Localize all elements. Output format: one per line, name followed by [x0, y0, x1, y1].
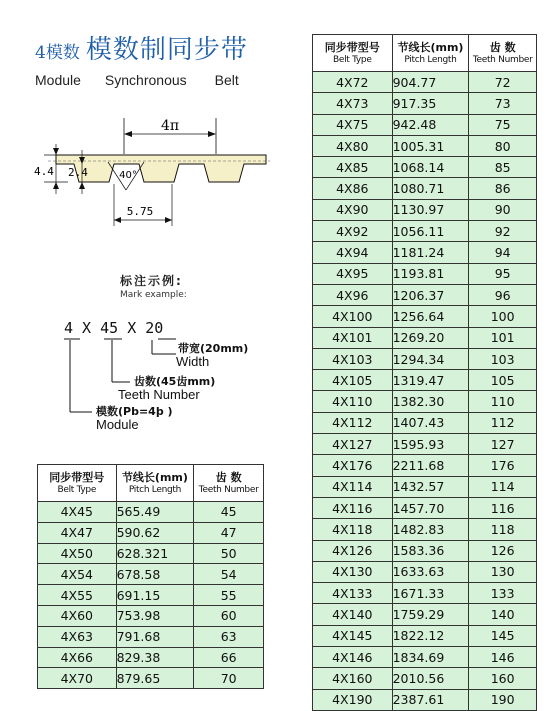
header-pitch-length: 节线长(mm) Pitch Length	[116, 465, 194, 502]
cell-pitch-length: 879.65	[116, 668, 194, 689]
cell-teeth-number: 130	[469, 561, 537, 582]
cell-belt-type: 4X118	[313, 519, 393, 540]
cell-teeth-number: 116	[469, 497, 537, 518]
title-main: 模数制同步带	[85, 35, 248, 65]
header-teeth-number: 齿 数 Teeth Number	[469, 35, 537, 72]
cell-pitch-length: 1181.24	[392, 242, 469, 263]
cell-pitch-length: 691.15	[116, 585, 194, 606]
cell-pitch-length: 1595.93	[392, 434, 469, 455]
example-code: 4 X 45 X 20	[64, 319, 164, 337]
title-prefix: 4模数	[35, 43, 80, 63]
cell-teeth-number: 145	[469, 625, 537, 646]
arrowhead	[53, 182, 59, 189]
cell-teeth-number: 90	[469, 199, 537, 220]
arrowhead	[79, 182, 85, 189]
mark-example-heading-en: Mark example:	[120, 290, 187, 300]
cell-pitch-length: 791.68	[116, 626, 194, 647]
cell-belt-type: 4X103	[313, 348, 393, 369]
cell-teeth-number: 110	[469, 391, 537, 412]
teeth-annotation	[118, 375, 216, 402]
cell-belt-type: 4X72	[313, 72, 393, 93]
cell-belt-type: 4X112	[313, 412, 393, 433]
table-row	[313, 476, 537, 497]
table-row	[38, 626, 264, 647]
cell-teeth-number: 70	[194, 668, 264, 689]
cell-pitch-length: 1671.33	[392, 583, 469, 604]
cell-belt-type: 4X133	[313, 583, 393, 604]
cell-pitch-length: 1583.36	[392, 540, 469, 561]
cell-teeth-number: 85	[469, 157, 537, 178]
cell-pitch-length: 1256.64	[392, 306, 469, 327]
cell-teeth-number: 127	[469, 434, 537, 455]
table-row	[313, 327, 537, 348]
cell-teeth-number: 126	[469, 540, 537, 561]
cell-teeth-number: 94	[469, 242, 537, 263]
cell-teeth-number: 176	[469, 455, 537, 476]
title-block	[35, 35, 285, 88]
table-row	[313, 199, 537, 220]
cell-pitch-length: 1206.37	[392, 284, 469, 305]
cell-teeth-number: 101	[469, 327, 537, 348]
table-row	[38, 543, 264, 564]
cell-belt-type: 4X127	[313, 434, 393, 455]
cell-belt-type: 4X55	[38, 585, 117, 606]
cell-teeth-number: 54	[194, 564, 264, 585]
cell-belt-type: 4X130	[313, 561, 393, 582]
pitch-label: 4π	[160, 118, 180, 134]
cell-belt-type: 4X100	[313, 306, 393, 327]
cell-teeth-number: 63	[194, 626, 264, 647]
cell-teeth-number: 47	[194, 522, 264, 543]
cell-belt-type: 4X145	[313, 625, 393, 646]
table-row	[313, 668, 537, 689]
table-row	[38, 668, 264, 689]
table-row	[38, 585, 264, 606]
table-row	[313, 519, 537, 540]
arrowhead	[165, 217, 172, 223]
cell-teeth-number: 96	[469, 284, 537, 305]
cell-belt-type: 4X90	[313, 199, 393, 220]
title-en-word: Belt	[214, 72, 239, 88]
cell-belt-type: 4X116	[313, 497, 393, 518]
table-body	[38, 502, 264, 689]
table-row	[313, 263, 537, 284]
table-row	[313, 135, 537, 156]
cell-belt-type: 4X105	[313, 370, 393, 391]
table-row	[38, 522, 264, 543]
title-en-word: Synchronous	[104, 72, 187, 88]
cell-belt-type: 4X110	[313, 391, 393, 412]
table-row	[313, 72, 537, 93]
cell-pitch-length: 904.77	[392, 72, 469, 93]
cell-pitch-length: 628.321	[116, 543, 194, 564]
cell-pitch-length: 753.98	[116, 605, 194, 626]
cell-belt-type: 4X190	[313, 689, 393, 710]
table-row	[313, 178, 537, 199]
cell-belt-type: 4X101	[313, 327, 393, 348]
cell-pitch-length: 1382.30	[392, 391, 469, 412]
table-row	[313, 348, 537, 369]
cell-pitch-length: 1080.71	[392, 178, 469, 199]
table-row	[38, 502, 264, 523]
mark-example-heading-zh: 标注示例:	[120, 274, 183, 288]
cell-teeth-number: 80	[469, 135, 537, 156]
teeth-annotation-en: Teeth Number	[118, 387, 200, 402]
cell-pitch-length: 1056.11	[392, 221, 469, 242]
cell-teeth-number: 105	[469, 370, 537, 391]
cell-pitch-length: 1834.69	[392, 647, 469, 668]
table-row	[313, 93, 537, 114]
cell-pitch-length: 1822.12	[392, 625, 469, 646]
cell-teeth-number: 73	[469, 93, 537, 114]
table-header-row	[313, 35, 537, 72]
cell-pitch-length: 565.49	[116, 502, 194, 523]
width-annotation-zh: 带宽(20mm)	[178, 342, 249, 355]
table-row	[313, 604, 537, 625]
cell-belt-type: 4X45	[38, 502, 117, 523]
cell-teeth-number: 103	[469, 348, 537, 369]
cell-pitch-length: 1294.34	[392, 348, 469, 369]
table-row	[313, 455, 537, 476]
table-row	[313, 434, 537, 455]
spec-table-left	[37, 464, 264, 689]
cell-belt-type: 4X94	[313, 242, 393, 263]
cell-pitch-length: 829.38	[116, 647, 194, 668]
cell-pitch-length: 1633.63	[392, 561, 469, 582]
cell-pitch-length: 1269.20	[392, 327, 469, 348]
cell-pitch-length: 1482.83	[392, 519, 469, 540]
total-height-label: 4.4	[34, 165, 54, 178]
cell-belt-type: 4X140	[313, 604, 393, 625]
table-row	[313, 540, 537, 561]
module-annotation-en: Module	[96, 417, 139, 432]
cell-belt-type: 4X95	[313, 263, 393, 284]
table-row	[313, 689, 537, 710]
header-belt-type: 同步带型号 Belt Type	[38, 465, 117, 502]
cell-teeth-number: 50	[194, 543, 264, 564]
table-row	[313, 647, 537, 668]
module-annotation-zh: 模数(Pb=4þ )	[96, 405, 173, 418]
mark-example	[40, 272, 280, 432]
cell-teeth-number: 114	[469, 476, 537, 497]
cell-teeth-number: 86	[469, 178, 537, 199]
table-row	[313, 625, 537, 646]
table-row	[38, 564, 264, 585]
cell-belt-type: 4X85	[313, 157, 393, 178]
cell-pitch-length: 1432.57	[392, 476, 469, 497]
width-annotation-en: Width	[176, 354, 210, 369]
cell-belt-type: 4X80	[313, 135, 393, 156]
table-row	[313, 284, 537, 305]
cell-belt-type: 4X70	[38, 668, 117, 689]
table-row	[313, 157, 537, 178]
table-row	[313, 114, 537, 135]
cell-belt-type: 4X50	[38, 543, 117, 564]
title-english	[35, 72, 285, 88]
table-row	[313, 583, 537, 604]
cell-teeth-number: 146	[469, 647, 537, 668]
table-row	[313, 221, 537, 242]
cell-teeth-number: 72	[469, 72, 537, 93]
cell-belt-type: 4X86	[313, 178, 393, 199]
table-row	[313, 497, 537, 518]
tooth-width-label: 5.75	[126, 205, 154, 218]
table-row	[313, 561, 537, 582]
tooth-height-label: 2.4	[68, 166, 88, 179]
cell-teeth-number: 133	[469, 583, 537, 604]
angle-label: 40°	[119, 170, 137, 181]
table-row	[38, 647, 264, 668]
cell-pitch-length: 917.35	[392, 93, 469, 114]
cell-belt-type: 4X66	[38, 647, 117, 668]
cell-teeth-number: 60	[194, 605, 264, 626]
table-row	[313, 412, 537, 433]
cell-teeth-number: 100	[469, 306, 537, 327]
cell-pitch-length: 1193.81	[392, 263, 469, 284]
cell-belt-type: 4X126	[313, 540, 393, 561]
cell-pitch-length: 1759.29	[392, 604, 469, 625]
width-annotation	[178, 342, 248, 368]
cell-pitch-length: 942.48	[392, 114, 469, 135]
cell-pitch-length: 1457.70	[392, 497, 469, 518]
cell-belt-type: 4X60	[38, 605, 117, 626]
cell-teeth-number: 45	[194, 502, 264, 523]
cell-pitch-length: 2010.56	[392, 668, 469, 689]
arrowhead	[124, 131, 132, 137]
cell-pitch-length: 590.62	[116, 522, 194, 543]
belt-profile-diagram	[34, 114, 274, 234]
header-belt-type: 同步带型号 Belt Type	[313, 35, 393, 72]
cell-belt-type: 4X54	[38, 564, 117, 585]
arrowhead	[208, 131, 216, 137]
cell-teeth-number: 160	[469, 668, 537, 689]
cell-teeth-number: 140	[469, 604, 537, 625]
cell-pitch-length: 1068.14	[392, 157, 469, 178]
table-header-row	[38, 465, 264, 502]
cell-pitch-length: 1130.97	[392, 199, 469, 220]
page-title	[35, 35, 285, 68]
table-row	[313, 391, 537, 412]
cell-belt-type: 4X63	[38, 626, 117, 647]
cell-teeth-number: 118	[469, 519, 537, 540]
cell-belt-type: 4X75	[313, 114, 393, 135]
table-row	[313, 370, 537, 391]
cell-teeth-number: 75	[469, 114, 537, 135]
spec-table-right	[312, 34, 537, 711]
cell-belt-type: 4X47	[38, 522, 117, 543]
table-body	[313, 72, 537, 711]
module-annotation	[96, 405, 173, 431]
table-row	[313, 242, 537, 263]
cell-pitch-length: 1005.31	[392, 135, 469, 156]
cell-pitch-length: 1319.47	[392, 370, 469, 391]
cell-belt-type: 4X160	[313, 668, 393, 689]
cell-belt-type: 4X146	[313, 647, 393, 668]
cell-pitch-length: 1407.43	[392, 412, 469, 433]
title-en-word: Module	[35, 72, 81, 88]
cell-teeth-number: 66	[194, 647, 264, 668]
header-teeth-number: 齿 数 Teeth Number	[194, 465, 264, 502]
cell-belt-type: 4X73	[313, 93, 393, 114]
cell-teeth-number: 190	[469, 689, 537, 710]
cell-teeth-number: 55	[194, 585, 264, 606]
cell-pitch-length: 678.58	[116, 564, 194, 585]
cell-belt-type: 4X176	[313, 455, 393, 476]
cell-teeth-number: 92	[469, 221, 537, 242]
arrowhead	[53, 148, 59, 155]
cell-pitch-length: 2211.68	[392, 455, 469, 476]
header-pitch-length: 节线长(mm) Pitch Length	[392, 35, 469, 72]
table-row	[313, 306, 537, 327]
cell-teeth-number: 112	[469, 412, 537, 433]
cell-teeth-number: 95	[469, 263, 537, 284]
cell-belt-type: 4X92	[313, 221, 393, 242]
arrowhead	[114, 217, 121, 223]
cell-pitch-length: 2387.61	[392, 689, 469, 710]
cell-belt-type: 4X96	[313, 284, 393, 305]
cell-belt-type: 4X114	[313, 476, 393, 497]
teeth-annotation-zh: 齿数(45齿mm)	[134, 375, 216, 388]
table-row	[38, 605, 264, 626]
